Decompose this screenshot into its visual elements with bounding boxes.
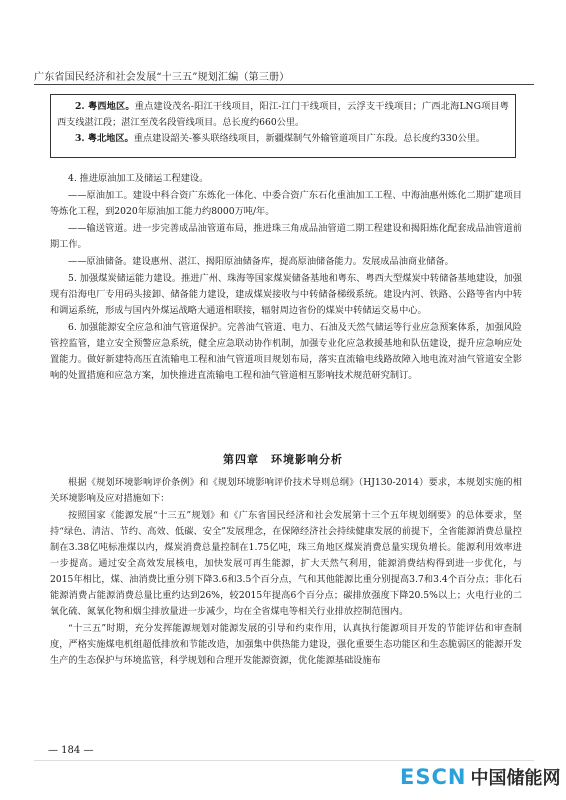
running-header: 广东省国民经济和社会发展“十三五”规划汇编（第三册）: [34, 72, 290, 83]
box-item-label: 3. 粤北地区。: [75, 133, 134, 144]
section-oil-coal-storage: [50, 171, 522, 385]
paragraph: 按照国家《能源发展“十三五”规划》和《广东省国民经济和社会发展第十三个五年规划纲要》的总体要求，坚持“绿色、清洁、节约、高效、低碳、安全”发展理念，在保障经济社会持续健康发展的前提下，全省能源消费总量控制在3.38亿吨标准煤以内，煤炭消费总量控制在1.75亿吨，珠三角地区煤炭消费总量实现负增长。能源利用效率进一步提高。通过安全高效发展核电，加快发展可再生能源，扩大天然气利用，能源消费结构得到进一步优化，与2015年相比，煤、油消费比重分别下降3.6和3.5个百分点，气和其他能源比重分别提高3.7和3.4个百分点；非化石能源消费占能源消费总量比重约达到26%，较2015年提高6个百分点；碳排放强度下降20.5%以上；火电行业的二氧化硫、氮氧化物和烟尘排放量进一步减少，均在全省煤电等相关行业排放控制范围内。: [50, 510, 522, 617]
regional-projects-box: [50, 94, 516, 158]
footer-rule: [34, 760, 534, 761]
section-environmental-impact: [50, 475, 522, 670]
box-item-text: 重点建设韶关-篸头联络线项目，新疆煤制气外输管道项目广东段。总长度约330公里。: [133, 133, 486, 144]
box-item: [57, 99, 509, 131]
paragraph: “十三五”时期，充分发挥能源规划对能源发展的引导和约束作用，认真执行能源项目开发的节能评估和审查制度，严格实施煤电机组超低排放和节能改造，加强集中供热能力建设，强化重要生态功能区和生态脆弱区的能源开发生产的生态保护与环境监管，科学规划和合理开发能源资源，优化能源基础设施布: [50, 623, 522, 666]
header-rule: [34, 84, 534, 85]
paragraph: ——原油储备。建设惠州、湛江、揭阳原油储备库，提高原油储备能力。发展成品油商业储备。: [68, 256, 454, 267]
paragraph: 根据《规划环境影响评价条例》和《规划环境影响评价技术导则总纲》（HJ130-2014）要求，本规划实施的相关环境影响及应对措施如下：: [50, 477, 522, 504]
escn-watermark-logo: [400, 764, 560, 790]
box-item-text: 重点建设茂名-阳江干线项目，阳江-江门干线项目，云浮支干线项目；广西北海LNG项目粤西支线湛江段；湛江至茂名段管线项目。总长度约660公里。: [57, 101, 509, 128]
page-number: — 184 —: [48, 745, 94, 756]
paragraph: 4. 推进原油加工及储运工程建设。: [68, 173, 209, 184]
chapter-heading: 第四章 环境影响分析: [223, 453, 343, 466]
paragraph: ——原油加工。建设中科合资广东炼化一体化、中委合资广东石化重油加工工程、中海油惠州炼化二期扩建项目等炼化工程，到2020年原油加工能力约8000万吨/年。: [50, 190, 522, 217]
box-item-label: 2. 粤西地区。: [75, 101, 135, 112]
paragraph: 5. 加强煤炭储运能力建设。推进广州、珠海等国家煤炭储备基地和粤东、粤西大型煤炭中转储备基地建设，加强现有沿海电厂专用码头接卸、储备能力建设，建成煤炭接收与中转储备梯级系统。建设内河、铁路、公路等省内中转和调运系统，形成与国内外煤运战略大通道相联接，辐射周边省份的煤炭中转储运交易中心。: [50, 273, 522, 316]
watermark-latin: ESCN: [400, 765, 467, 789]
box-item: [57, 131, 509, 147]
watermark-chinese: 中国储能网: [470, 768, 561, 789]
paragraph: 6. 加强能源安全应急和油气管道保护。完善油气管道、电力、石油及天然气储运等行业应急预案体系，加强风险管控监管，建立安全预警应急系统，健全应急联动协作机制，加强专业化应急救援基地和队伍建设，提升应急响应处置能力。做好新建特高压直流输电工程和油气管道项目规划布局，落实直流输电线路故障入地电流对油气管道安全影响的处置措施和应急方案，加快推进直流输电工程和油气管道相互影响技术规范研究制订。: [50, 322, 522, 381]
paragraph: ——输送管道。进一步完善成品油管道布局，推进珠三角成品油管道二期工程建设和揭阳炼化配套成品油管道前期工作。: [50, 223, 522, 250]
